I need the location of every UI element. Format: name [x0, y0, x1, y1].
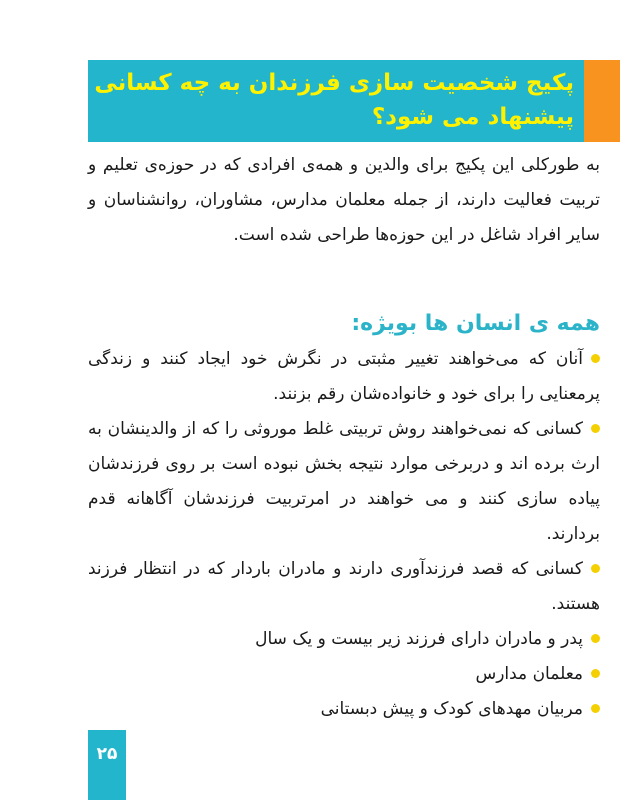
- list-item: [88, 622, 600, 657]
- bullet-dot-icon: [591, 634, 600, 643]
- section-heading: همه ی انسان ها بویژه:: [351, 311, 600, 336]
- list-item: [88, 342, 600, 412]
- bullet-dot-icon: [591, 564, 600, 573]
- list-item: [88, 657, 600, 692]
- page-number: ۲۵: [96, 744, 118, 764]
- list-item-text: کسانی که نمی‌خواهند روش تربیتی غلط موروثی را که از والدینشان به ارث برده اند و دربرخی موارد نتیجه بخش نبوده است بر روی فرزندشان پیاده سازی کنند و می خواهند در امرتربیت فرزندشان آگاهانه قدم بردارند.: [88, 419, 600, 544]
- bullet-dot-icon: [591, 424, 600, 433]
- list-item-text: آنان که می‌خواهند تغییر مثبتی در نگرش خود ایجاد کنند و زندگی پرمعنایی را برای خود و خانواده‌شان رقم بزنند.: [88, 349, 600, 404]
- list-item-text: مربیان مهدهای کودک و پیش دبستانی: [320, 699, 583, 719]
- page-title: پکیج شخصیت سازی فرزندان به چه کسانی پیشنهاد می شود؟: [94, 70, 574, 130]
- list-item: [88, 552, 600, 622]
- bullet-dot-icon: [591, 669, 600, 678]
- list-item-text: کسانی که قصد فرزندآوری دارند و مادران باردار که در انتظار فرزند هستند.: [88, 559, 600, 614]
- intro-paragraph: به طورکلی این پکیج برای والدین و همه‌ی افرادی که در حوزه‌ی تعلیم و تربیت فعالیت دارند، از جمله معلمان مدارس، مشاوران، روانشناسان و سایر افراد شاغل در این حوزه‌ها طراحی شده است.: [88, 155, 600, 245]
- header-accent-bar: [584, 60, 620, 142]
- page-number-tab: [88, 730, 126, 800]
- bullet-dot-icon: [591, 354, 600, 363]
- list-item-text: معلمان مدارس: [475, 664, 583, 684]
- bullet-dot-icon: [591, 704, 600, 713]
- list-item: [88, 692, 600, 727]
- list-item-text: پدر و مادران دارای فرزند زیر بیست و یک سال: [255, 629, 583, 649]
- list-item: [88, 412, 600, 552]
- bullet-list: [88, 342, 600, 727]
